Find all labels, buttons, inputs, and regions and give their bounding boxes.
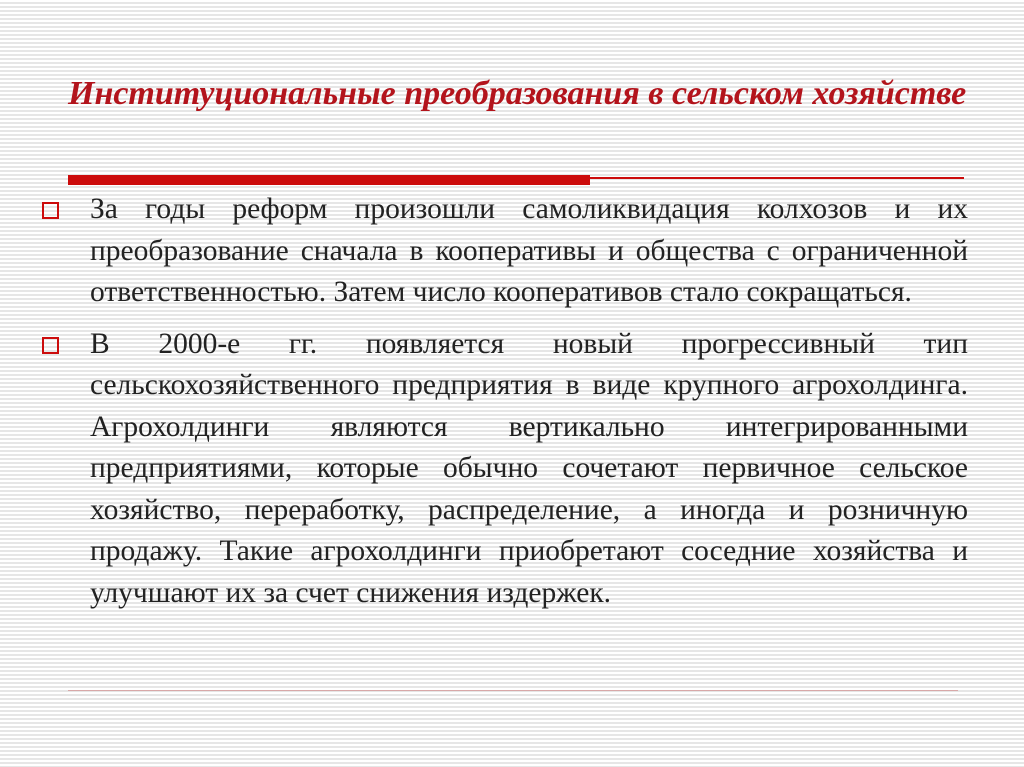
bullet-text: В 2000-е гг. появляется новый прогрессивный тип сельскохозяйственного предприятия в виде крупного агрохолдинга. Агрохолдинги являются вертикально интегрированными предприятиями, которые обычно сочетают первичное сельское хозяйство, переработку, распределение, а иногда и розничную продажу. Такие агрохолдинги приобретают соседние хозяйства и улучшают их за счет снижения издержек. (90, 327, 968, 609)
bullet-list (40, 189, 968, 624)
bullet-item (40, 324, 968, 615)
slide-title: Институциональные преобразования в сельском хозяйстве (68, 75, 967, 112)
hollow-square-bullet-icon (42, 202, 59, 219)
bullet-item (40, 189, 968, 314)
title-underline (68, 172, 964, 184)
title-underline-thick-bar (68, 175, 590, 185)
footer-divider (68, 690, 958, 691)
title-underline-thin-line (590, 177, 964, 179)
hollow-square-bullet-icon (42, 337, 59, 354)
bullet-text: За годы реформ произошли самоликвидация колхозов и их преобразование сначала в кооперативы и общества с ограниченной ответственностью. Затем число кооперативов стало сокращаться. (90, 193, 968, 308)
